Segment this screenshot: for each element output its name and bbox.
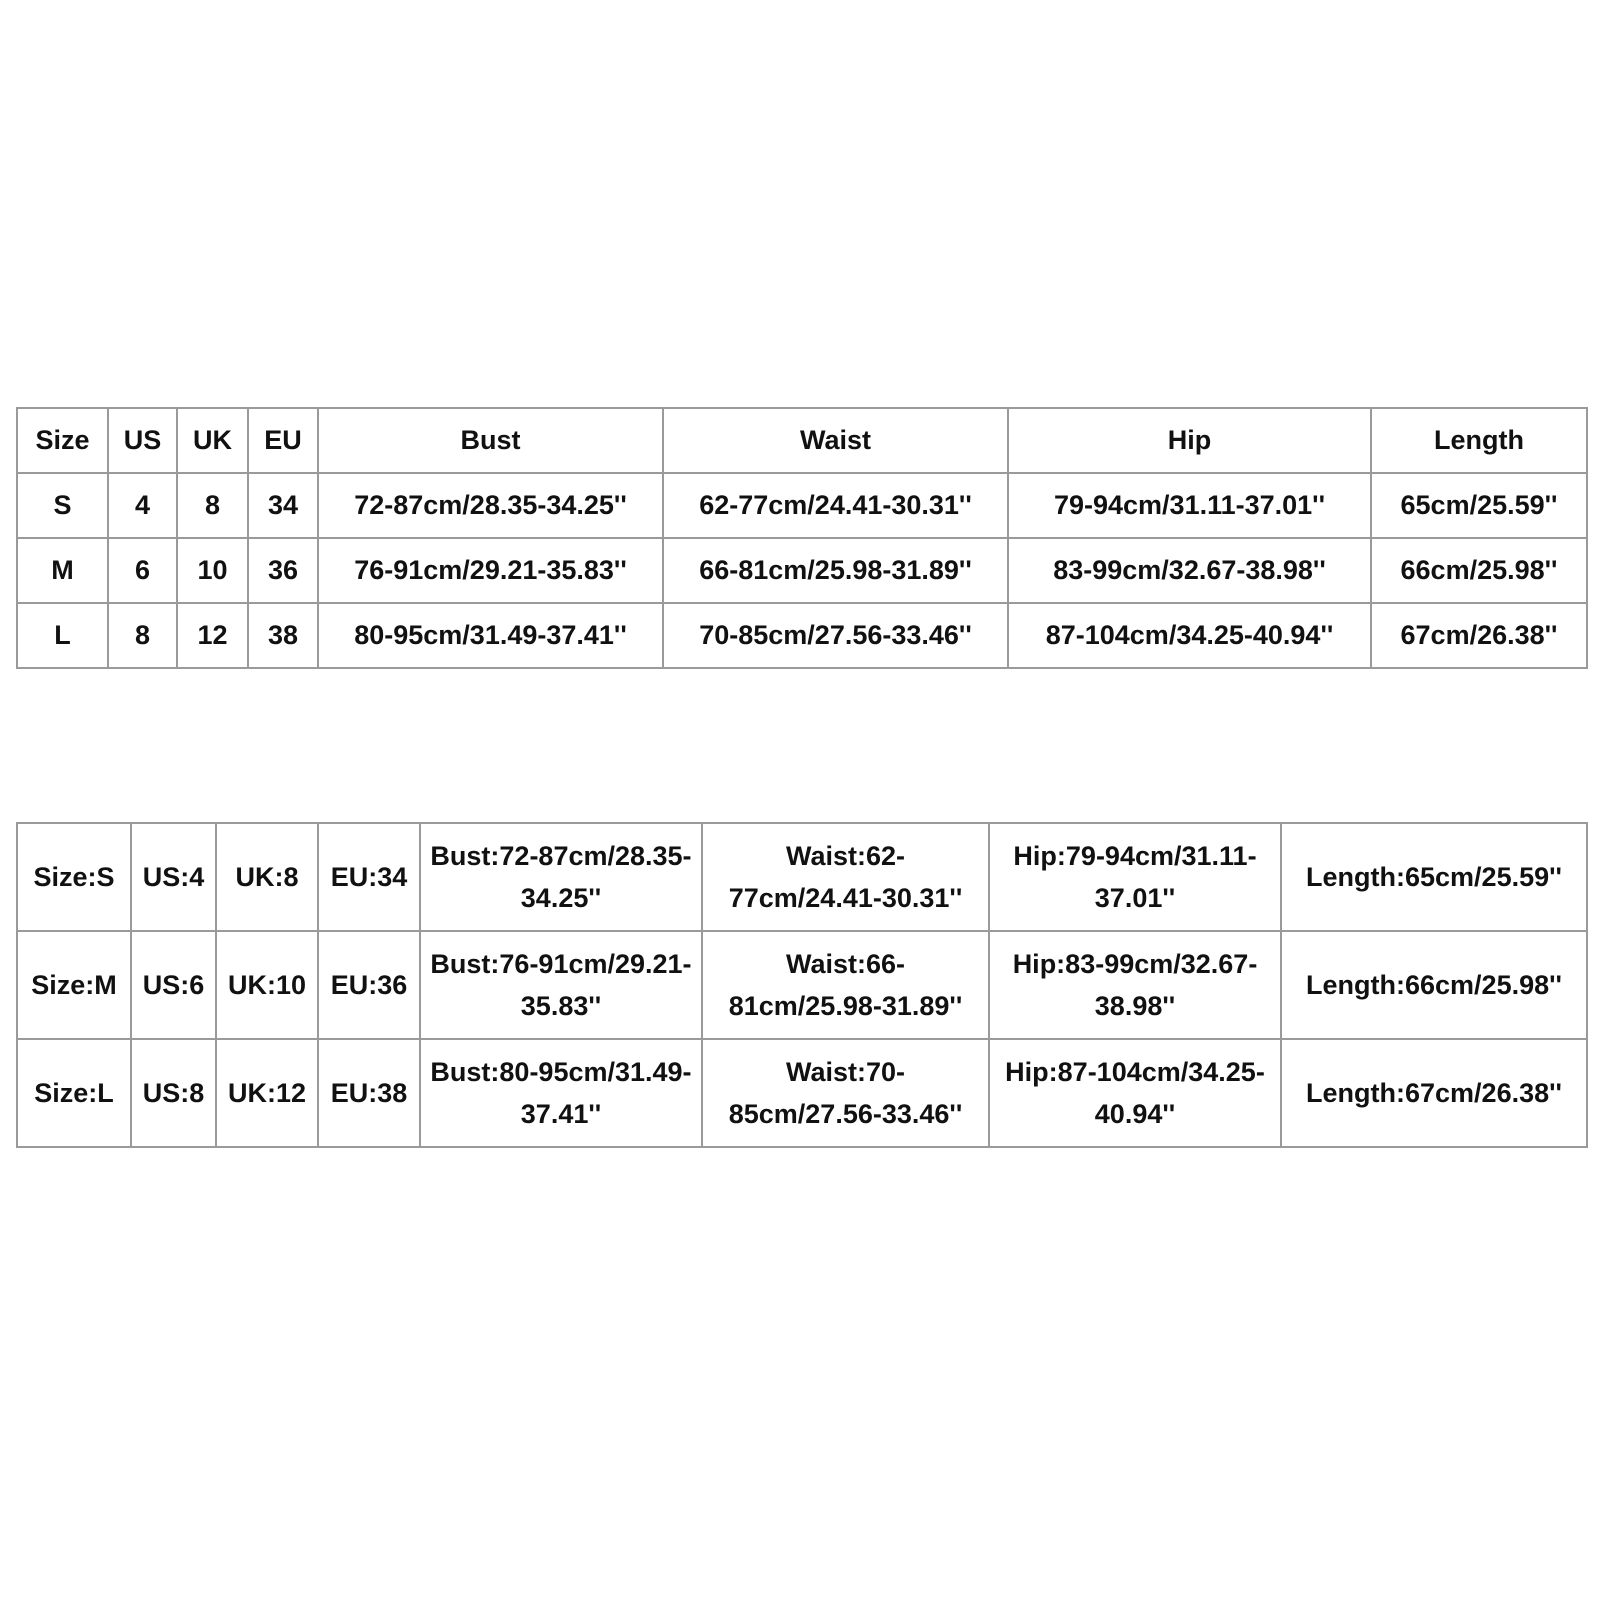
cell-eu: 36 (248, 538, 318, 603)
cell-uk: UK:8 (216, 823, 318, 931)
cell-bust: 80-95cm/31.49-37.41'' (318, 603, 663, 668)
cell-hip: 83-99cm/32.67-38.98'' (1008, 538, 1371, 603)
cell-waist: Waist:70-85cm/27.56-33.46'' (702, 1039, 989, 1147)
cell-bust: 76-91cm/29.21-35.83'' (318, 538, 663, 603)
cell-waist: 62-77cm/24.41-30.31'' (663, 473, 1008, 538)
cell-length: Length:66cm/25.98'' (1281, 931, 1587, 1039)
header-hip: Hip (1008, 408, 1371, 473)
cell-length: Length:65cm/25.59'' (1281, 823, 1587, 931)
cell-size: Size:L (17, 1039, 131, 1147)
table-row (17, 473, 1587, 538)
cell-eu: EU:34 (318, 823, 420, 931)
header-size: Size (17, 408, 108, 473)
table-row (17, 931, 1587, 1039)
cell-size: Size:M (17, 931, 131, 1039)
cell-eu: 34 (248, 473, 318, 538)
cell-us: US:8 (131, 1039, 216, 1147)
header-uk: UK (177, 408, 248, 473)
table-row (17, 1039, 1587, 1147)
cell-hip: Hip:83-99cm/32.67-38.98'' (989, 931, 1281, 1039)
size-chart-table-cm-inch (16, 407, 1588, 669)
cell-length: Length:67cm/26.38'' (1281, 1039, 1587, 1147)
header-bust: Bust (318, 408, 663, 473)
cell-bust: Bust:72-87cm/28.35-34.25'' (420, 823, 702, 931)
cell-eu: EU:38 (318, 1039, 420, 1147)
cell-size: Size:S (17, 823, 131, 931)
table-header-row (17, 408, 1587, 473)
cell-size: S (17, 473, 108, 538)
cell-size: M (17, 538, 108, 603)
cell-bust: Bust:76-91cm/29.21-35.83'' (420, 931, 702, 1039)
cell-eu: 38 (248, 603, 318, 668)
header-eu: EU (248, 408, 318, 473)
table-row (17, 538, 1587, 603)
cell-hip: Hip:87-104cm/34.25-40.94'' (989, 1039, 1281, 1147)
header-waist: Waist (663, 408, 1008, 473)
cell-waist: Waist:66-81cm/25.98-31.89'' (702, 931, 989, 1039)
cell-eu: EU:36 (318, 931, 420, 1039)
cell-us: 4 (108, 473, 177, 538)
cell-uk: 10 (177, 538, 248, 603)
cell-us: US:4 (131, 823, 216, 931)
header-length: Length (1371, 408, 1587, 473)
size-chart-table-labeled (16, 822, 1588, 1148)
cell-hip: Hip:79-94cm/31.11-37.01'' (989, 823, 1281, 931)
table-row (17, 603, 1587, 668)
cell-us: 8 (108, 603, 177, 668)
cell-hip: 79-94cm/31.11-37.01'' (1008, 473, 1371, 538)
cell-length: 66cm/25.98'' (1371, 538, 1587, 603)
cell-size: L (17, 603, 108, 668)
table-row (17, 823, 1587, 931)
cell-bust: Bust:80-95cm/31.49-37.41'' (420, 1039, 702, 1147)
cell-waist: 66-81cm/25.98-31.89'' (663, 538, 1008, 603)
header-us: US (108, 408, 177, 473)
cell-uk: 8 (177, 473, 248, 538)
cell-us: US:6 (131, 931, 216, 1039)
cell-uk: 12 (177, 603, 248, 668)
cell-bust: 72-87cm/28.35-34.25'' (318, 473, 663, 538)
cell-waist: 70-85cm/27.56-33.46'' (663, 603, 1008, 668)
cell-uk: UK:12 (216, 1039, 318, 1147)
cell-uk: UK:10 (216, 931, 318, 1039)
cell-length: 65cm/25.59'' (1371, 473, 1587, 538)
cell-length: 67cm/26.38'' (1371, 603, 1587, 668)
cell-us: 6 (108, 538, 177, 603)
cell-waist: Waist:62-77cm/24.41-30.31'' (702, 823, 989, 931)
cell-hip: 87-104cm/34.25-40.94'' (1008, 603, 1371, 668)
